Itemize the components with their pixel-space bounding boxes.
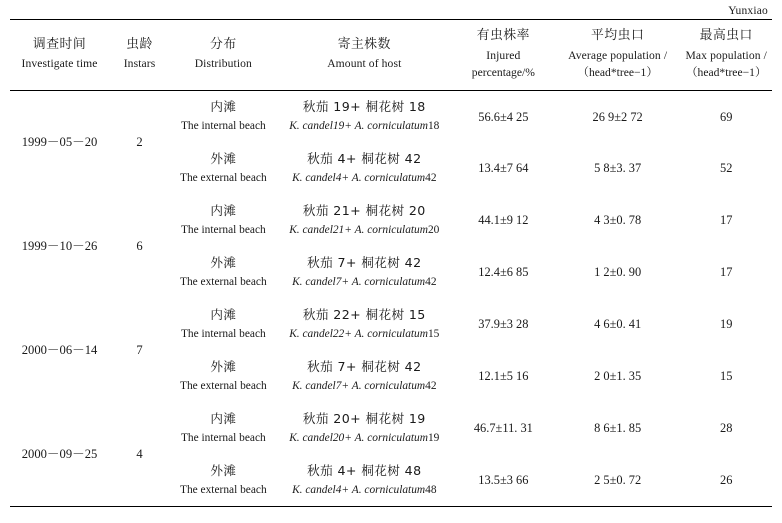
cell-amount-of-host [277,247,452,299]
distribution-cn: 内滩 [210,99,237,115]
host-species-1: K. candel [289,120,333,133]
host-en [279,274,450,291]
column-header-en: Amount of host [327,57,402,71]
table-row [10,403,772,455]
host-species-2: 7+ A. corniculatum [335,276,426,289]
host-species-2: 22+ A. corniculatum [332,328,428,341]
column-header-instars [109,20,170,91]
cell-average-population: 26 9±2 72 [592,109,643,124]
host-species-2: 19+ A. corniculatum [332,120,428,133]
cell-injured-percentage: 12.1±5 16 [478,369,529,384]
distribution-cn: 内滩 [210,411,237,427]
cell-max-population: 17 [720,213,733,228]
cell-investigate-time: 2000－06－14 [21,343,98,358]
column-header-cn: 有虫株率 [476,28,530,43]
host-count: 42 [425,172,437,185]
cell-average-population: 1 2±0. 90 [594,265,642,280]
column-header-distribution [170,20,277,91]
host-species-2: 7+ A. corniculatum [335,380,426,393]
host-count: 15 [427,328,440,341]
distribution-en: The external beach [180,380,267,393]
host-species-1: K. candel [292,172,336,185]
cell-injured-percentage: 56.6±4 25 [478,109,529,124]
host-species-2: 4+ A. corniculatum [335,483,426,496]
host-count: 42 [425,276,437,289]
host-cn: 秋茄 4+ 桐花树 48 [307,462,422,478]
distribution-en: The internal beach [180,120,266,133]
cell-amount-of-host [277,403,452,455]
host-count: 19 [427,432,440,445]
host-species-1: K. candel [292,380,336,393]
cell-max-population: 19 [720,317,733,332]
column-header-injured-percentage [452,20,555,91]
table-row [10,195,772,247]
distribution-cn: 外滩 [210,462,237,478]
column-header-cn: 分布 [210,36,237,52]
host-cn: 秋茄 21+ 桐花树 20 [302,203,426,219]
column-header-en: Max population / [685,48,767,62]
column-header-max-population [681,20,773,91]
host-species-1: K. candel [289,328,333,341]
distribution-en: The internal beach [180,432,266,445]
host-cn: 秋茄 20+ 桐花树 19 [302,411,426,427]
cell-injured-percentage: 13.4±7 64 [478,161,529,176]
cell-average-population: 4 6±0. 41 [594,317,642,332]
data-table [10,19,772,507]
cell-distribution [170,143,277,195]
cell-investigate-time: 1999－10－26 [21,239,98,254]
column-header-en2: （head*tree−1） [577,66,658,80]
column-header-en2: （head*tree−1） [685,66,767,80]
host-species-1: K. candel [292,483,336,496]
cell-average-population: 4 3±0. 78 [594,213,642,228]
cell-distribution [170,403,277,455]
host-count: 18 [427,120,440,133]
column-header-average-population [555,20,681,91]
cell-amount-of-host [277,143,452,195]
distribution-en: The external beach [180,276,267,289]
host-species-2: 4+ A. corniculatum [335,172,426,185]
distribution-en: The external beach [180,483,267,496]
cell-amount-of-host [277,91,452,143]
cell-distribution [170,195,277,247]
distribution-en: The internal beach [180,328,266,341]
column-header-cn: 调查时间 [32,36,87,52]
cell-distribution [170,455,277,507]
column-header-en: Distribution [194,57,252,71]
cell-distribution [170,299,277,351]
column-header-en: Instars [123,57,156,71]
host-cn: 秋茄 19+ 桐花树 18 [302,99,426,115]
host-count: 20 [427,224,440,237]
host-species-1: K. candel [289,432,333,445]
table-row [10,299,772,351]
cell-amount-of-host [277,195,452,247]
host-en [279,326,450,343]
table-row [10,91,772,143]
distribution-cn: 外滩 [210,359,237,375]
cell-instars: 6 [136,239,143,254]
cell-average-population: 5 8±3. 37 [594,161,642,176]
host-en [279,222,450,239]
column-header-en: Injured [486,48,521,62]
cell-injured-percentage: 46.7±11. 31 [473,421,533,436]
host-species-2: 20+ A. corniculatum [332,432,428,445]
distribution-en: The external beach [180,172,267,185]
distribution-cn: 内滩 [210,307,237,323]
column-header-en: Investigate time [21,57,98,71]
host-count: 42 [425,380,437,393]
host-cn: 秋茄 7+ 桐花树 42 [307,359,422,375]
cell-average-population: 8 6±1. 85 [594,421,642,436]
cell-injured-percentage: 12.4±6 85 [478,265,529,280]
cell-injured-percentage: 37.9±3 28 [478,317,529,332]
cell-max-population: 69 [720,109,733,124]
host-count: 48 [425,483,437,496]
host-en [279,170,450,187]
cell-investigate-time: 2000－09－25 [21,446,98,461]
cell-max-population: 28 [720,421,733,436]
column-header-en2: percentage/% [471,66,535,80]
column-header-cn: 虫龄 [126,36,153,52]
host-en [279,378,450,395]
cell-max-population: 52 [720,161,733,176]
cell-distribution [170,91,277,143]
cell-distribution [170,247,277,299]
host-species-1: K. candel [289,224,333,237]
column-header-cn: 平均虫口 [591,28,645,43]
host-species-1: K. candel [292,276,336,289]
cell-max-population: 17 [720,265,733,280]
cell-max-population: 15 [720,369,733,384]
distribution-cn: 内滩 [210,203,237,219]
cell-average-population: 2 5±0. 72 [594,473,642,488]
host-cn: 秋茄 7+ 桐花树 42 [307,255,422,271]
host-en [279,482,450,499]
host-cn: 秋茄 4+ 桐花树 42 [307,151,422,167]
host-cn: 秋茄 22+ 桐花树 15 [302,307,426,323]
distribution-en: The internal beach [180,224,266,237]
host-en [279,118,450,135]
cell-injured-percentage: 44.1±9 12 [478,213,529,228]
cell-investigate-time: 1999－05－20 [21,135,98,150]
cell-instars: 7 [136,343,143,358]
cell-average-population: 2 0±1. 35 [594,369,642,384]
cell-max-population: 26 [720,473,733,488]
cell-instars: 2 [136,135,143,150]
column-header-investigate-time [10,20,109,91]
column-header-amount-of-host [277,20,452,91]
column-header-cn: 寄主株数 [337,36,391,52]
column-header-cn: 最高虫口 [699,28,753,43]
cell-instars: 4 [136,446,143,461]
table-body [10,91,772,507]
cell-amount-of-host [277,455,452,507]
column-header-en: Average population / [568,48,668,62]
cell-injured-percentage: 13.5±3 66 [478,473,529,488]
distribution-cn: 外滩 [210,151,237,167]
cell-distribution [170,351,277,403]
cell-amount-of-host [277,299,452,351]
cell-amount-of-host [277,351,452,403]
table-header [10,20,772,91]
host-en [279,430,450,447]
corner-note: Yunxiao [728,5,768,17]
distribution-cn: 外滩 [210,255,237,271]
host-species-2: 21+ A. corniculatum [332,224,428,237]
